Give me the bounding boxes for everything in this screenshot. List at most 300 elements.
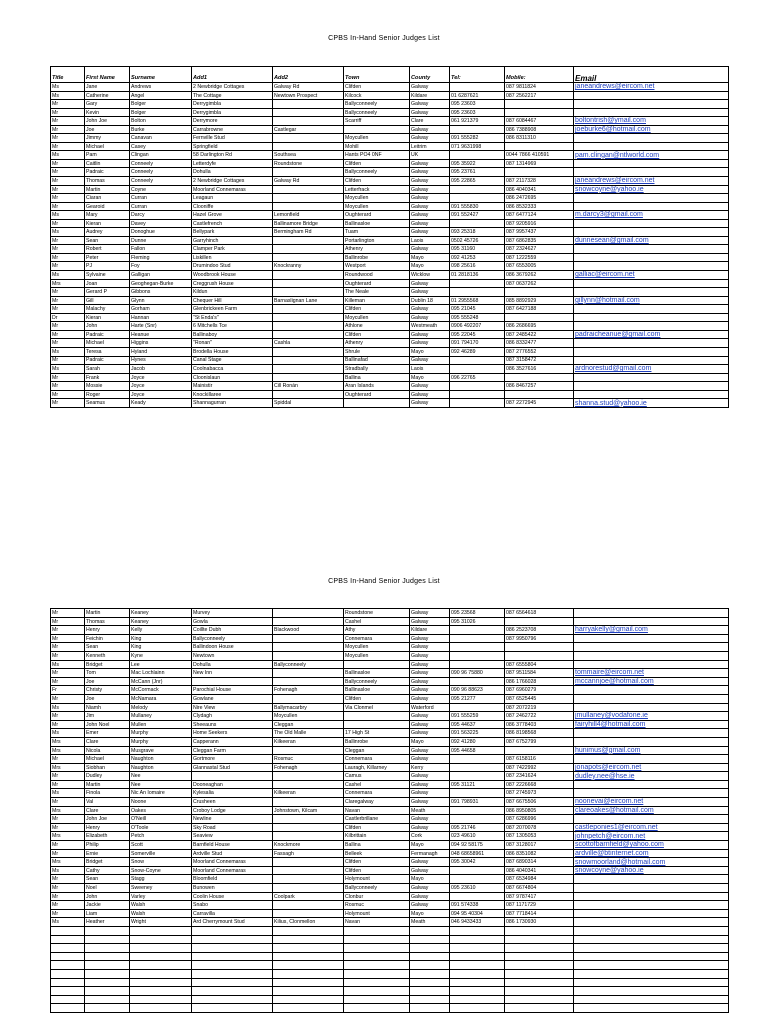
cell-title: Mrs xyxy=(51,737,85,746)
email-link[interactable]: boltontrish@ymail.com xyxy=(575,117,646,125)
cell-first-name: Jackie xyxy=(85,901,130,910)
cell-title: Mr xyxy=(51,823,85,832)
cell-email xyxy=(574,755,729,764)
header-add1: Add1 xyxy=(192,67,273,83)
cell-county: Kerry xyxy=(410,763,450,772)
cell-title: Mr xyxy=(51,168,85,177)
cell-email xyxy=(574,643,729,652)
email-link[interactable]: joeburke6@hotmail.com xyxy=(575,126,651,133)
cell-mobile: 086 8950805 xyxy=(505,806,574,815)
cell-first-name: Elizabeth xyxy=(85,832,130,841)
cell-title: Mr xyxy=(51,305,85,314)
cell-tel xyxy=(450,365,505,374)
cell-email xyxy=(574,322,729,331)
cell-first-name: Nicola xyxy=(85,746,130,755)
cell-add2 xyxy=(273,168,344,177)
cell-add1: Dohulla xyxy=(192,168,273,177)
cell-email xyxy=(574,703,729,712)
cell-first-name: John xyxy=(85,322,130,331)
cell-surname: Clingan xyxy=(130,151,192,160)
cell-first-name: Noel xyxy=(85,884,130,893)
cell-title: Mr xyxy=(51,755,85,764)
cell-add1 xyxy=(192,926,273,935)
cell-mobile: 087 6674804 xyxy=(505,884,574,893)
cell-first-name: PJ xyxy=(85,262,130,271)
cell-email xyxy=(574,858,729,867)
cell-add1: Cleggan Farm xyxy=(192,746,273,755)
cell-surname: Darcy xyxy=(130,211,192,220)
cell-first-name: Roger xyxy=(85,390,130,399)
page-title-2: CPBS In-Hand Senior Judges List xyxy=(328,578,440,585)
cell-county: Galway xyxy=(410,686,450,695)
email-link[interactable]: snowcoyne@yahoo.ie xyxy=(575,867,644,875)
email-link[interactable]: scottofbarnfield@yahoo.com xyxy=(575,841,664,849)
cell-town: Ballyconneely xyxy=(344,108,410,117)
cell-mobile: 087 6084467 xyxy=(505,117,574,126)
cell-mobile xyxy=(505,987,574,996)
table-row xyxy=(51,228,729,237)
cell-mobile: 086 7388908 xyxy=(505,125,574,134)
cell-first-name: Bridget xyxy=(85,660,130,669)
cell-email xyxy=(574,313,729,322)
email-link[interactable]: padraicheanue@gmail.com xyxy=(575,331,661,339)
cell-surname: Musgrave xyxy=(130,746,192,755)
cell-add2: Lemonfield xyxy=(273,211,344,220)
table-row xyxy=(51,841,729,850)
cell-surname: Jacob xyxy=(130,365,192,374)
cell-email xyxy=(574,399,729,408)
cell-email xyxy=(574,626,729,635)
cell-add1: Knockillaree xyxy=(192,390,273,399)
cell-email xyxy=(574,660,729,669)
cell-county: Meath xyxy=(410,918,450,927)
cell-add2: Kilius, Clonmellon xyxy=(273,918,344,927)
cell-town: Hants PO4 0NF xyxy=(344,151,410,160)
cell-mobile: 087 1222559 xyxy=(505,253,574,262)
cell-title: Mr xyxy=(51,694,85,703)
cell-title: Mr xyxy=(51,245,85,254)
cell-title: Mr xyxy=(51,194,85,203)
cell-tel xyxy=(450,660,505,669)
cell-add1: Clydagh xyxy=(192,712,273,721)
cell-county: Galway xyxy=(410,125,450,134)
cell-email xyxy=(574,634,729,643)
cell-add1 xyxy=(192,1004,273,1013)
cell-town: Connemara xyxy=(344,789,410,798)
cell-tel: 095 22865 xyxy=(450,177,505,186)
email-link[interactable]: jmullaney@vodafone.ie xyxy=(575,712,648,720)
cell-county: Mayo xyxy=(410,737,450,746)
cell-add1: Drumindoo Stud xyxy=(192,262,273,271)
cell-mobile: 087 6553005 xyxy=(505,262,574,271)
cell-mobile: 086 4040341 xyxy=(505,866,574,875)
cell-first-name: Jane xyxy=(85,83,130,92)
email-link[interactable]: janeandrews@eircom.net xyxy=(575,177,655,185)
cell-title xyxy=(51,978,85,987)
cell-title: Mr xyxy=(51,399,85,408)
email-link[interactable]: clareoakes@hotmail.com xyxy=(575,806,654,814)
cell-tel xyxy=(450,356,505,365)
cell-town xyxy=(344,935,410,944)
cell-title: Mrs xyxy=(51,763,85,772)
cell-mobile: 087 6525445 xyxy=(505,694,574,703)
email-link[interactable]: ardnorestud@gmail.com xyxy=(575,365,652,373)
cell-surname: Andrews xyxy=(130,83,192,92)
cell-title xyxy=(51,987,85,996)
cell-first-name: Peter xyxy=(85,253,130,262)
cell-title: Mr xyxy=(51,634,85,643)
cell-surname: Kelly xyxy=(130,626,192,635)
table-row xyxy=(51,219,729,228)
cell-county: Galway xyxy=(410,815,450,824)
cell-tel xyxy=(450,952,505,961)
cell-email xyxy=(574,617,729,626)
cell-email xyxy=(574,884,729,893)
table-row xyxy=(51,978,729,987)
email-link[interactable]: m.darcy3@gmail.com xyxy=(575,211,643,219)
cell-surname: Petch xyxy=(130,832,192,841)
cell-title: Mr xyxy=(51,772,85,781)
cell-title xyxy=(51,969,85,978)
cell-add1: Ardville Stud xyxy=(192,849,273,858)
cell-surname: Noone xyxy=(130,798,192,807)
cell-email xyxy=(574,720,729,729)
email-link[interactable]: shanna.stud@yahoo.ie xyxy=(575,399,647,407)
header-county: County xyxy=(410,67,450,83)
cell-mobile: 086 8198568 xyxy=(505,729,574,738)
table-row xyxy=(51,737,729,746)
cell-tel: 098 25616 xyxy=(450,262,505,271)
cell-title: Mr xyxy=(51,202,85,211)
cell-town: Ballyconneely xyxy=(344,884,410,893)
cell-town: Tuam xyxy=(344,228,410,237)
cell-title: Ms xyxy=(51,228,85,237)
email-link[interactable]: ardville@btinternet.com xyxy=(575,849,649,857)
cell-email xyxy=(574,729,729,738)
email-link[interactable]: snowmoorland@hotmail.com xyxy=(575,858,666,866)
cell-add1 xyxy=(192,987,273,996)
cell-county: Galway xyxy=(410,219,450,228)
email-link[interactable]: dudley.nee@hse.ie xyxy=(575,772,635,780)
cell-county xyxy=(410,995,450,1004)
cell-surname: Hyland xyxy=(130,347,192,356)
cell-county: Fermanagh xyxy=(410,849,450,858)
table-row xyxy=(51,892,729,901)
cell-first-name: Dudley xyxy=(85,772,130,781)
cell-mobile xyxy=(505,617,574,626)
cell-email xyxy=(574,677,729,686)
email-link[interactable]: noonevai@eircom.net xyxy=(575,798,644,806)
cell-county: Galway xyxy=(410,168,450,177)
cell-town: Moycullen xyxy=(344,651,410,660)
cell-surname: Wright xyxy=(130,918,192,927)
cell-surname xyxy=(130,969,192,978)
cell-add2: Cleggan xyxy=(273,720,344,729)
email-link[interactable]: snowcoyne@yahoo.ie xyxy=(575,185,644,193)
cell-email xyxy=(574,142,729,151)
cell-add1: Mainistir xyxy=(192,382,273,391)
cell-surname: Murphy xyxy=(130,737,192,746)
cell-add2 xyxy=(273,858,344,867)
cell-surname: Gibbons xyxy=(130,288,192,297)
cell-email xyxy=(574,763,729,772)
cell-email xyxy=(574,669,729,678)
cell-first-name: Tom xyxy=(85,669,130,678)
cell-town xyxy=(344,660,410,669)
cell-county: UK xyxy=(410,151,450,160)
cell-tel: 091 798931 xyxy=(450,798,505,807)
cell-surname: Melody xyxy=(130,703,192,712)
cell-surname: Stagg xyxy=(130,875,192,884)
cell-town: Connemara xyxy=(344,634,410,643)
cell-first-name: Sylvaine xyxy=(85,271,130,280)
cell-title xyxy=(51,952,85,961)
cell-first-name: Joe xyxy=(85,677,130,686)
cell-tel xyxy=(450,944,505,953)
cell-add2 xyxy=(273,987,344,996)
cell-surname: Kyne xyxy=(130,651,192,660)
cell-town xyxy=(344,125,410,134)
cell-title: Mr xyxy=(51,798,85,807)
cell-town: Roundwood xyxy=(344,271,410,280)
cell-mobile xyxy=(505,944,574,953)
cell-tel xyxy=(450,651,505,660)
cell-county: Mayo xyxy=(410,253,450,262)
email-link[interactable]: johnpetch@eircom.net xyxy=(575,832,646,840)
cell-first-name xyxy=(85,987,130,996)
cell-tel: 091 555830 xyxy=(450,202,505,211)
cell-first-name: Thomas xyxy=(85,617,130,626)
cell-title: Mrs xyxy=(51,858,85,867)
cell-mobile: 086 2686695 xyxy=(505,322,574,331)
cell-tel: 095 21277 xyxy=(450,694,505,703)
email-link[interactable]: galliac@eircom.net xyxy=(575,271,635,279)
cell-add1 xyxy=(192,995,273,1004)
cell-email xyxy=(574,262,729,271)
email-link[interactable]: tommaire@eircom.net xyxy=(575,669,644,677)
table-row xyxy=(51,952,729,961)
cell-title: Ms xyxy=(51,660,85,669)
cell-county: Galway xyxy=(410,772,450,781)
cell-add1: Creggrush House xyxy=(192,279,273,288)
cell-tel: 095 30042 xyxy=(450,858,505,867)
cell-county: Galway xyxy=(410,892,450,901)
table-row xyxy=(51,365,729,374)
cell-surname xyxy=(130,995,192,1004)
cell-mobile: 087 2226668 xyxy=(505,780,574,789)
cell-first-name: Robert xyxy=(85,245,130,254)
cell-surname xyxy=(130,944,192,953)
cell-email xyxy=(574,892,729,901)
email-link[interactable]: janeandrews@eircom.net xyxy=(575,83,655,91)
cell-first-name xyxy=(85,926,130,935)
cell-add1: Garryhinch xyxy=(192,236,273,245)
cell-email xyxy=(574,159,729,168)
email-link[interactable]: castleponies1@eircom.net xyxy=(575,824,658,832)
table-row xyxy=(51,83,729,92)
cell-mobile xyxy=(505,935,574,944)
cell-title: Mr xyxy=(51,356,85,365)
email-link[interactable]: fairyhill4@hotmail.com xyxy=(575,721,646,729)
cell-add2 xyxy=(273,832,344,841)
cell-surname: Conneely xyxy=(130,159,192,168)
cell-first-name xyxy=(85,944,130,953)
cell-tel: 095 44637 xyxy=(450,720,505,729)
cell-email xyxy=(574,236,729,245)
cell-email xyxy=(574,219,729,228)
cell-town: Navan xyxy=(344,806,410,815)
cell-surname: Bolger xyxy=(130,100,192,109)
table-row xyxy=(51,806,729,815)
table-row xyxy=(51,961,729,970)
cell-town: Moycullen xyxy=(344,202,410,211)
cell-mobile: 087 6564618 xyxy=(505,609,574,618)
cell-email xyxy=(574,875,729,884)
cell-surname: Curran xyxy=(130,202,192,211)
cell-title: Ms xyxy=(51,365,85,374)
cell-mobile: 086 1730930 xyxy=(505,918,574,927)
cell-mobile xyxy=(505,995,574,1004)
cell-mobile: 086 8532333 xyxy=(505,202,574,211)
cell-surname: Varley xyxy=(130,892,192,901)
table-row xyxy=(51,798,729,807)
cell-tel xyxy=(450,703,505,712)
cell-town: Killeman xyxy=(344,296,410,305)
cell-add1: Springfield xyxy=(192,142,273,151)
cell-title: Ms xyxy=(51,729,85,738)
page-title: CPBS In-Hand Senior Judges List xyxy=(328,35,440,42)
cell-email xyxy=(574,347,729,356)
cell-mobile: 087 2776552 xyxy=(505,347,574,356)
table-row xyxy=(51,399,729,408)
cell-add2 xyxy=(273,313,344,322)
cell-first-name: John Noel xyxy=(85,720,130,729)
cell-email xyxy=(574,330,729,339)
cell-town: Moycullen xyxy=(344,643,410,652)
cell-town: Ballina xyxy=(344,841,410,850)
cell-county xyxy=(410,926,450,935)
cell-surname: Snow-Coyne xyxy=(130,866,192,875)
table-row xyxy=(51,746,729,755)
cell-add1: Glannastal Stud xyxy=(192,763,273,772)
cell-title: Mr xyxy=(51,909,85,918)
table-row xyxy=(51,849,729,858)
cell-add1: 2 Newbridge Cottages xyxy=(192,177,273,186)
cell-add2 xyxy=(273,815,344,824)
email-link[interactable]: jonapots@eircom.net xyxy=(575,763,642,771)
cell-county: Galway xyxy=(410,305,450,314)
header-email: Email xyxy=(574,67,729,83)
cell-mobile xyxy=(505,313,574,322)
cell-tel: 090 96 75880 xyxy=(450,669,505,678)
cell-email xyxy=(574,918,729,927)
cell-mobile: 087 3158472 xyxy=(505,356,574,365)
cell-tel: 01 2818136 xyxy=(450,271,505,280)
email-link[interactable]: mccannjoe@hotmail.com xyxy=(575,678,654,686)
cell-add1: Moorland Connemaras xyxy=(192,185,273,194)
cell-county: Galway xyxy=(410,720,450,729)
cell-town xyxy=(344,712,410,721)
cell-add2 xyxy=(273,952,344,961)
cell-add2 xyxy=(273,995,344,1004)
table-row xyxy=(51,858,729,867)
cell-add1: Shannagurran xyxy=(192,399,273,408)
table-row xyxy=(51,185,729,194)
cell-add2 xyxy=(273,253,344,262)
cell-title: Mr xyxy=(51,841,85,850)
cell-town: Westport xyxy=(344,262,410,271)
cell-add2 xyxy=(273,279,344,288)
cell-first-name: Sean xyxy=(85,643,130,652)
cell-add1: Bloomfield xyxy=(192,875,273,884)
cell-add1: Ballindoon House xyxy=(192,643,273,652)
table-row xyxy=(51,253,729,262)
cell-add2: Spiddal xyxy=(273,399,344,408)
table-row xyxy=(51,609,729,618)
cell-first-name: Kieran xyxy=(85,313,130,322)
cell-town: Ballinasloe xyxy=(344,219,410,228)
cell-tel xyxy=(450,892,505,901)
cell-add2: Cill Ronán xyxy=(273,382,344,391)
cell-county: Galway xyxy=(410,677,450,686)
cell-title: Mr xyxy=(51,720,85,729)
cell-title: Mr xyxy=(51,159,85,168)
cell-tel xyxy=(450,151,505,160)
cell-mobile: 087 6960279 xyxy=(505,686,574,695)
email-link[interactable]: hunimus@gmail.com xyxy=(575,746,641,754)
header-add2: Add2 xyxy=(273,67,344,83)
cell-add1: Derrymore xyxy=(192,117,273,126)
cell-title: Ms xyxy=(51,211,85,220)
cell-mobile: 086 2523708 xyxy=(505,626,574,635)
cell-county: Galway xyxy=(410,202,450,211)
cell-add1: Sheeauns xyxy=(192,720,273,729)
cell-title: Mr xyxy=(51,236,85,245)
cell-surname xyxy=(130,987,192,996)
cell-add2: Newtown Prospect xyxy=(273,91,344,100)
cell-first-name: Bridget xyxy=(85,858,130,867)
table-row xyxy=(51,236,729,245)
cell-add2: Moycullen xyxy=(273,712,344,721)
cell-surname: Nee xyxy=(130,772,192,781)
cell-county: Galway xyxy=(410,313,450,322)
header-tel: Tel: xyxy=(450,67,505,83)
cell-town: Athenry xyxy=(344,339,410,348)
cell-county: Clare xyxy=(410,117,450,126)
cell-mobile: 086 8311310 xyxy=(505,134,574,143)
cell-town: Moycullen xyxy=(344,313,410,322)
email-link[interactable]: dunnesean@gmail.com xyxy=(575,237,649,245)
cell-surname: Lee xyxy=(130,660,192,669)
table-row xyxy=(51,202,729,211)
cell-title: Ms xyxy=(51,918,85,927)
table-row xyxy=(51,712,729,721)
cell-add1: Derrygimbla xyxy=(192,100,273,109)
email-link[interactable]: harryakelly@gmail.com xyxy=(575,626,648,634)
cell-email xyxy=(574,961,729,970)
table-row xyxy=(51,987,729,996)
cell-tel xyxy=(450,969,505,978)
table-row xyxy=(51,151,729,160)
email-link[interactable]: gillynn@hotmail.com xyxy=(575,296,640,304)
cell-mobile xyxy=(505,142,574,151)
cell-town: Clifden xyxy=(344,83,410,92)
cell-tel: 095 23603 xyxy=(450,100,505,109)
cell-tel: 095 21045 xyxy=(450,305,505,314)
table-row xyxy=(51,703,729,712)
cell-title: Mr xyxy=(51,677,85,686)
email-link[interactable]: pam.clingan@ntlworld.com xyxy=(575,151,660,159)
